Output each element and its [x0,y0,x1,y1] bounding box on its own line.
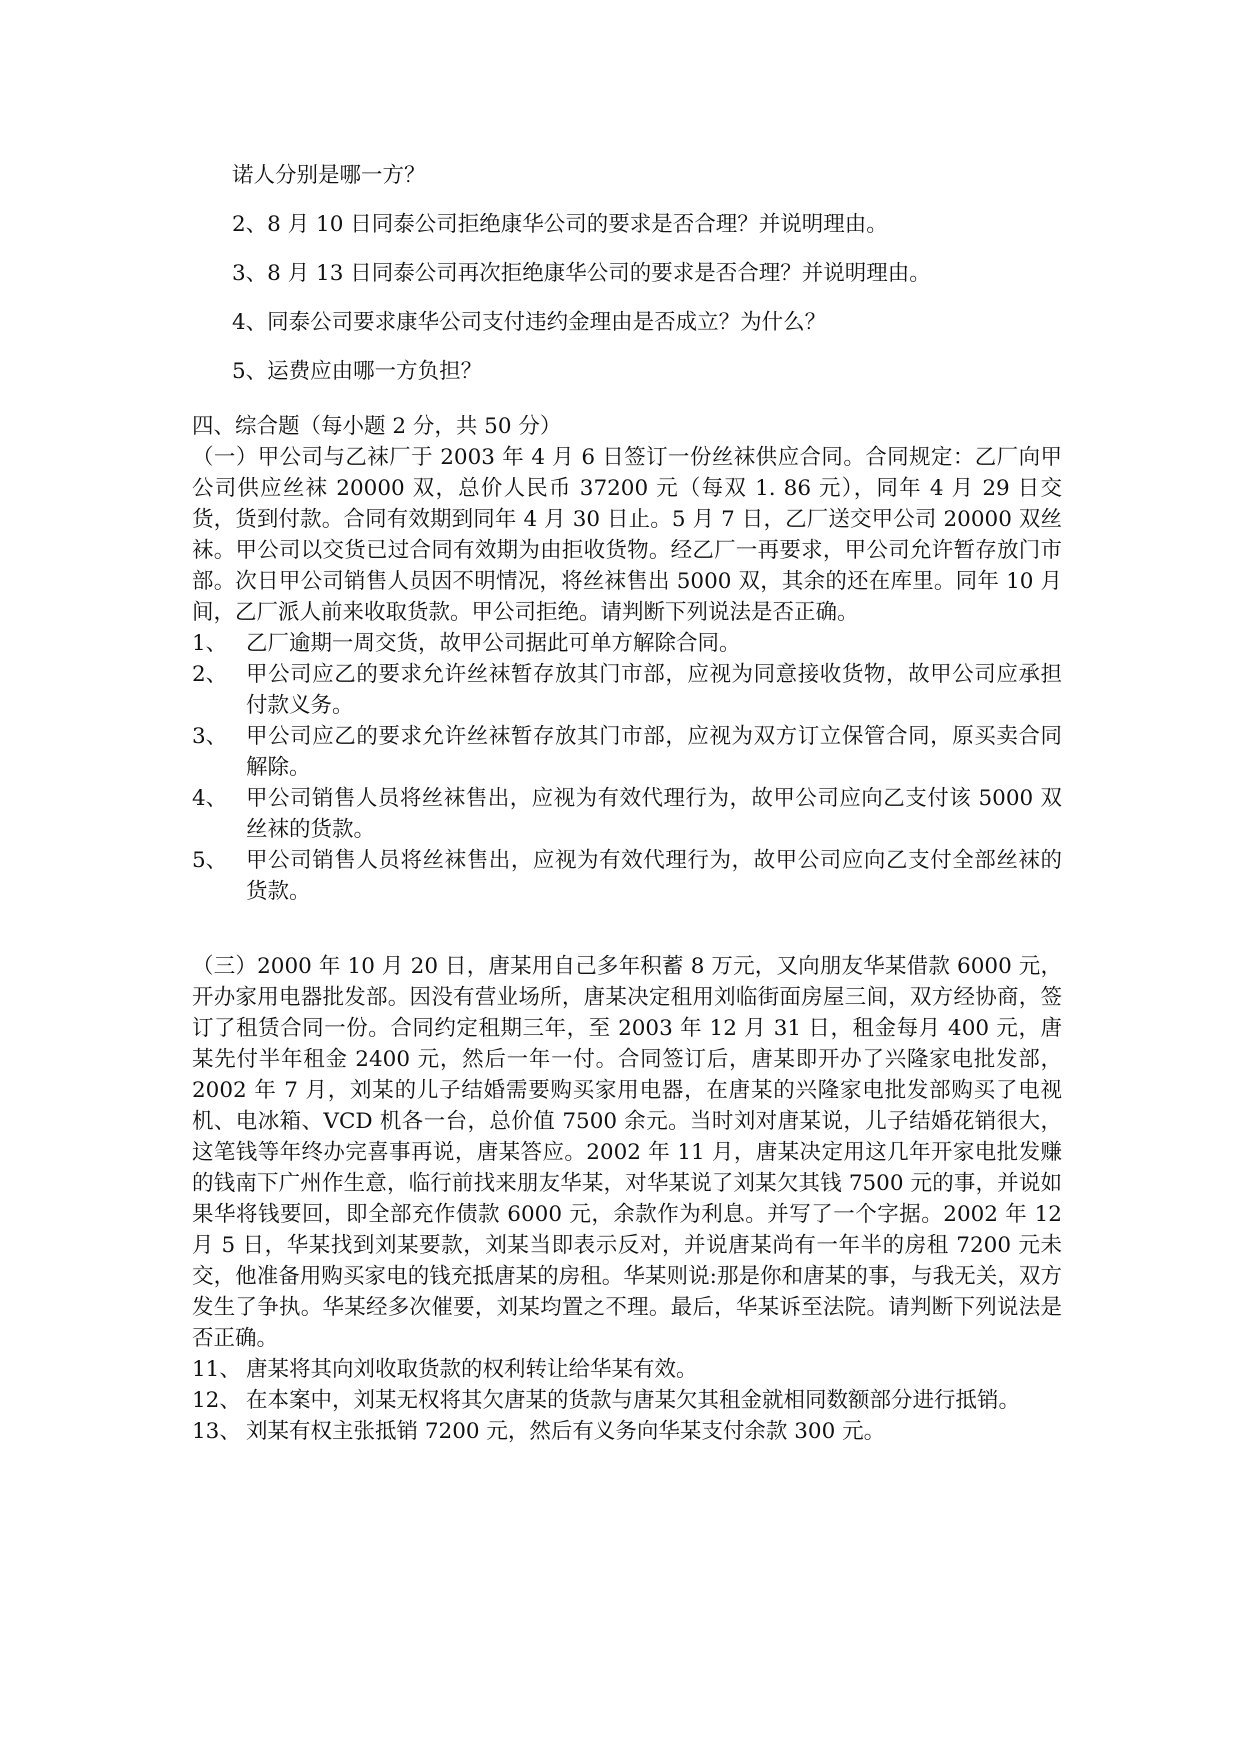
item-text: 乙厂逾期一周交货，故甲公司据此可单方解除合同。 [246,631,741,656]
question-3: 3、8 月 13 日同泰公司再次拒绝康华公司的要求是否合理？并说明理由。 [232,261,931,286]
item-text: 甲公司应乙的要求允许丝袜暂存放其门市部，应视为双方订立保管合同，原买卖合同解除。 [246,724,1062,780]
item-text: 在本案中，刘某无权将其欠唐某的货款与唐某欠其租金就相同数额部分进行抵销。 [246,1388,1021,1413]
item-number: 12、 [192,1388,241,1413]
item-number: 5、 [192,848,228,873]
case-one-item-1 [192,628,1062,659]
case-one-item-4 [192,783,1062,845]
case-three-text: （三）2000 年 10 月 20 日，唐某用自己多年积蓄 8 万元，又向朋友华某借款 6000 元，开办家用电器批发部。因没有营业场所，唐某决定租用刘临街面房屋三间，双方经协商，签订了租赁合同一份。合同约定租期三年，至 2003 年 12 月 31 日，租金每月 400 元，唐某先付半年租金 2400 元，然后一年一付。合同签订后，唐某即开办了兴隆家电批发部，2002 年 7 月，刘某的儿子结婚需要购买家用电器，在唐某的兴隆家电批发部购买了电视机、电冰箱、VCD 机各一台，总价值 7500 余元。当时刘对唐某说，儿子结婚花销很大，这笔钱等年终办完喜事再说，唐某答应。2002 年 11 月，唐某决定用这几年开家电批发赚的钱南下广州作生意，临行前找来朋友华某，对华某说了刘某欠其钱 7500 元的事，并说如果华将钱要回，即全部充作债款 6000 元，余款作为利息。并写了一个字据。2002 年 12 月 5 日，华某找到刘某要款，刘某当即表示反对，并说唐某尚有一年半的房租 7200 元未交，他准备用购买家电的钱充抵唐某的房租。华某则说:那是你和唐某的事，与我无关，双方发生了争执。华某经多次催要，刘某均置之不理。最后，华某诉至法院。请判断下列说法是否正确。 [192,954,1062,1351]
item-number: 3、 [192,724,228,749]
section-spacer [192,907,1062,951]
question-5: 5、运费应由哪一方负担？ [232,359,483,384]
item-number: 4、 [192,786,228,811]
item-text: 甲公司销售人员将丝袜售出，应视为有效代理行为，故甲公司应向乙支付全部丝袜的货款。 [246,848,1062,904]
item-number: 11、 [192,1357,241,1382]
case-one-text: （一）甲公司与乙袜厂于 2003 年 4 月 6 日签订一份丝袜供应合同。合同规定：乙厂向甲公司供应丝袜 20000 双，总价人民币 37200 元（每双 1. 86 元），同年 4 月 29 日交货，货到付款。合同有效期到同年 4 月 30 日止。5 月 7 日，乙厂送交甲公司 20000 双丝袜。甲公司以交货已过合同有效期为由拒收货物。经乙厂一再要求，甲公司允许暂存放门市部。次日甲公司销售人员因不明情况，将丝袜售出 5000 双，其余的还在库里。同年 10 月间，乙厂派人前来收取货款。甲公司拒绝。请判断下列说法是否正确。 [192,445,1062,625]
case-three-item-12 [192,1385,1062,1416]
case-one-item-3 [192,721,1062,783]
item-text: 甲公司销售人员将丝袜售出，应视为有效代理行为，故甲公司应向乙支付该 5000 双丝袜的货款。 [246,786,1062,842]
page-content [192,156,1062,1447]
question-2: 2、8 月 10 日同泰公司拒绝康华公司的要求是否合理？并说明理由。 [232,212,888,237]
item-text: 唐某将其向刘收取货款的权利转让给华某有效。 [246,1357,698,1382]
question-4: 4、同泰公司要求康华公司支付违约金理由是否成立？为什么？ [232,310,827,335]
case-three-item-13 [192,1416,1062,1447]
question-continuation: 诺人分别是哪一方？ [232,163,426,188]
section-four-heading: 四、综合题（每小题 2 分，共 50 分） [192,414,562,439]
case-one-item-5 [192,845,1062,907]
case-one-item-2 [192,659,1062,721]
item-number: 13、 [192,1419,241,1444]
item-number: 1、 [192,631,228,656]
item-text: 甲公司应乙的要求允许丝袜暂存放其门市部，应视为同意接收货物，故甲公司应承担付款义务。 [246,662,1062,718]
item-number: 2、 [192,662,228,687]
case-three-item-11 [192,1354,1062,1385]
item-text: 刘某有权主张抵销 7200 元，然后有义务向华某支付余款 300 元。 [246,1419,886,1444]
